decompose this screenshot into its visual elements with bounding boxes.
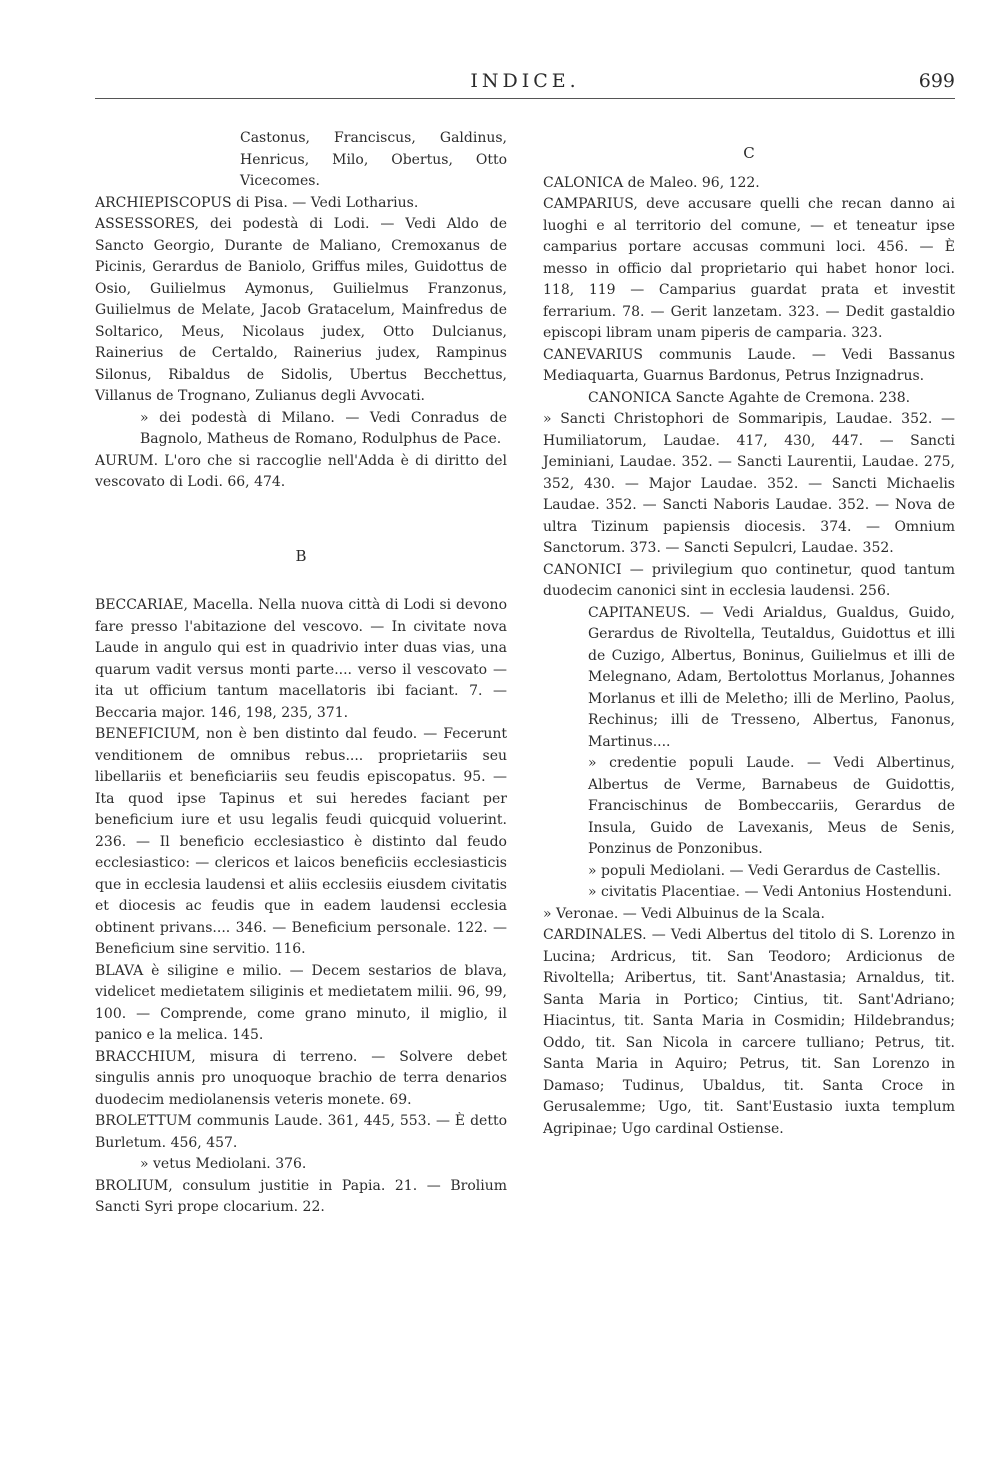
index-entry: CANONICA Sancte Agahte de Cremona. 238. xyxy=(588,389,911,406)
page-number: 699 xyxy=(918,70,955,92)
index-entry: CAPITANEUS. — Vedi Arialdus, Gualdus, Guido, Gerardus de Rivoltella, Teutaldus, Guidottus et illi de Cuzigo, Albertus, Boninus, Guilielmus et illi de Melegnano, Adam, Bertolottus Morlanus, Johannes Morlanus et illi de Meletho; illi de Merlino, Paolus, Rechinus; illi de Tresseno, Albertus, Fanonus, Martinus.... xyxy=(588,604,955,750)
index-entry: ARCHIEPISCOPUS di Pisa. — Vedi Lotharius. xyxy=(95,194,419,211)
right-column xyxy=(543,128,955,1140)
index-entry: BROLETTUM communis Laude. 361, 445, 553. — È detto Burletum. 456, 457. xyxy=(95,1113,507,1151)
index-entry: CALONICA de Maleo. 96, 122. xyxy=(543,174,760,191)
index-entry: » dei podestà di Milano. — Vedi Conradus de Bagnolo, Matheus de Romano, Rodulphus de Pace. xyxy=(140,409,507,447)
index-entry: CAMPARIUS, deve accusare quelli che recan danno ai luoghi e al territorio del comune, — et teneatur ipse camparius portare accusas communi loci. 456. — È messo in officio dal proprietario qui habet honor loci. 118, 119 — Camparius guardat prata et investit ferrarium. 78. — Gerit lanzetam. 323. — Dedit gastaldio episcopi libram unam piperis de camparia. 323. xyxy=(543,196,955,341)
page-title: INDICE. xyxy=(470,70,580,92)
index-entry: BENEFICIUM, non è ben distinto dal feudo. — Fecerunt venditionem de omnibus rebus.... proprietariis seu libellariis et beneficiariis seu feudis episcopatus. 95. — Ita quod ipse Tapinus et sui heredes faciant per beneficium iure et usu legalis feudi quicquid voluerint. 236. — Il beneficio ecclesiastico è distinto dal feudo ecclesiastico: — clericos et laicos beneficiis ecclesiasticis que in ecclesia laudensi et aliis ecclesiis eiusdem civitatis et diocesis ac feudis que in eadem laudensi ecclesia obtinent privans.... 346. — Beneficium personale. 122. — Beneficium sine servitio. 116. xyxy=(95,726,507,957)
index-entry: Castonus, Franciscus, Galdinus, Henricus, Milo, Obertus, Otto Vicecomes. xyxy=(240,130,507,189)
index-entry: BECCARIAE, Macella. Nella nuova città di Lodi si devono fare presso l'abitazione del vescovo. — In civitate nova Laude in angulo qui est in quadrivio inter duas vias, una quarum vadit versus monti parte.... verso il vescovato — ita ut officium tantum macellatoris ibi faciant. 7. — Beccaria major. 146, 198, 235, 371. xyxy=(95,597,507,721)
index-entry: » populi Mediolani. — Vedi Gerardus de Castellis. xyxy=(588,862,941,879)
index-entry: » civitatis Placentiae. — Vedi Antonius Hostenduni. xyxy=(588,884,952,900)
header-rule xyxy=(95,98,955,99)
index-entry: AURUM. L'oro che si raccoglie nell'Adda è di diritto del vescovato di Lodi. 66, 474. xyxy=(95,452,507,490)
index-entry: BRACCHIUM, misura di terreno. — Solvere debet singulis annis pro unoquoque brachio de terra denarios duodecim mediolanensis veteris monete. 69. xyxy=(95,1048,507,1108)
index-entry: BLAVA è siligine e milio. — Decem sestarios de blava, videlicet medietatem siliginis et medietatem milii. 96, 99, 100. — Comprende, come grano minuto, il miglio, il panico e la melica. 145. xyxy=(95,962,507,1043)
section-letter: B xyxy=(295,546,307,565)
index-entry: » vetus Mediolani. 376. xyxy=(140,1156,307,1172)
section-letter: C xyxy=(743,144,755,162)
left-column xyxy=(95,128,507,1219)
running-header xyxy=(95,66,955,102)
index-entry: ASSESSORES, dei podestà di Lodi. — Vedi Aldo de Sancto Georgio, Durante de Maliano, Cremoxanus de Picinis, Gerardus de Baniolo, Griffus miles, Guidottus de Osio, Guilielmus Aymonus, Guilielmus Franzonus, Guilielmus de Melate, Jacob Gratacelum, Mainfredus de Soltarico, Meus, Nicolaus judex, Otto Dulcianus, Rainerius de Certaldo, Rainerius judex, Rampinus Silonus, Ribaldus de Sidolis, Ubertus Becchettus, Villanus de Trognano, Zulianus degli Avvocati. xyxy=(95,216,507,404)
index-entry: » Veronae. — Vedi Albuinus de la Scala. xyxy=(543,905,825,922)
index-entry: CANONICI — privilegium quo continetur, quod tantum duodecim canonici sint in ecclesia laudensi. 256. xyxy=(543,561,955,599)
index-entry: » credentie populi Laude. — Vedi Albertinus, Albertus de Verme, Barnabeus de Guidottis, Francischinus de Bombeccariis, Gerardus de Insula, Guido de Lavexanis, Meus de Senis, Ponzinus de Ponzonibus. xyxy=(588,755,955,857)
index-entry: CARDINALES. — Vedi Albertus del titolo di S. Lorenzo in Lucina; Ardricus, tit. San Teodoro; Ardicionus de Rivoltella; Aribertus, tit. Sant'Anastasia; Arnaldus, tit. Santa Maria in Portico; Cintius, tit. Sant'Adriano; Hiacintus, tit. Santa Maria in Cosmidin; Hildebrandus; Oddo, tit. San Nicola in carcere tulliano; Petrus, tit. Santa Maria in Aquiro; Petrus, tit. San Lorenzo in Damaso; Tudinus, Ubaldus, tit. Santa Croce in Gerusalemme; Ugo, tit. Sant'Eustasio iuxta templum Agripinae; Ugo cardinal Ostiense. xyxy=(543,927,955,1137)
index-entry: » Sancti Christophori de Sommaripis, Laudae. 352. — Humiliatorum, Laudae. 417, 430, 447. — Sancti Jeminiani, Laudae. 352. — Sancti Laurentii, Laudae. 275, 352, 430. — Major Laudae. 352. — Sancti Michaelis Laudae. 352. — Sancti Naboris Laudae. 352. — Nova de ultra Tizinum papiensis diocesis. 374. — Omnium Sanctorum. 373. — Sancti Sepulcri, Laudae. 352. xyxy=(543,411,955,556)
index-entry: CANEVARIUS communis Laude. — Vedi Bassanus Mediaquarta, Guarnus Bardonus, Petrus Inzignadrus. xyxy=(543,346,955,384)
index-entry: BROLIUM, consulum justitie in Papia. 21. — Brolium Sancti Syri prope clocarium. 22. xyxy=(95,1177,507,1215)
